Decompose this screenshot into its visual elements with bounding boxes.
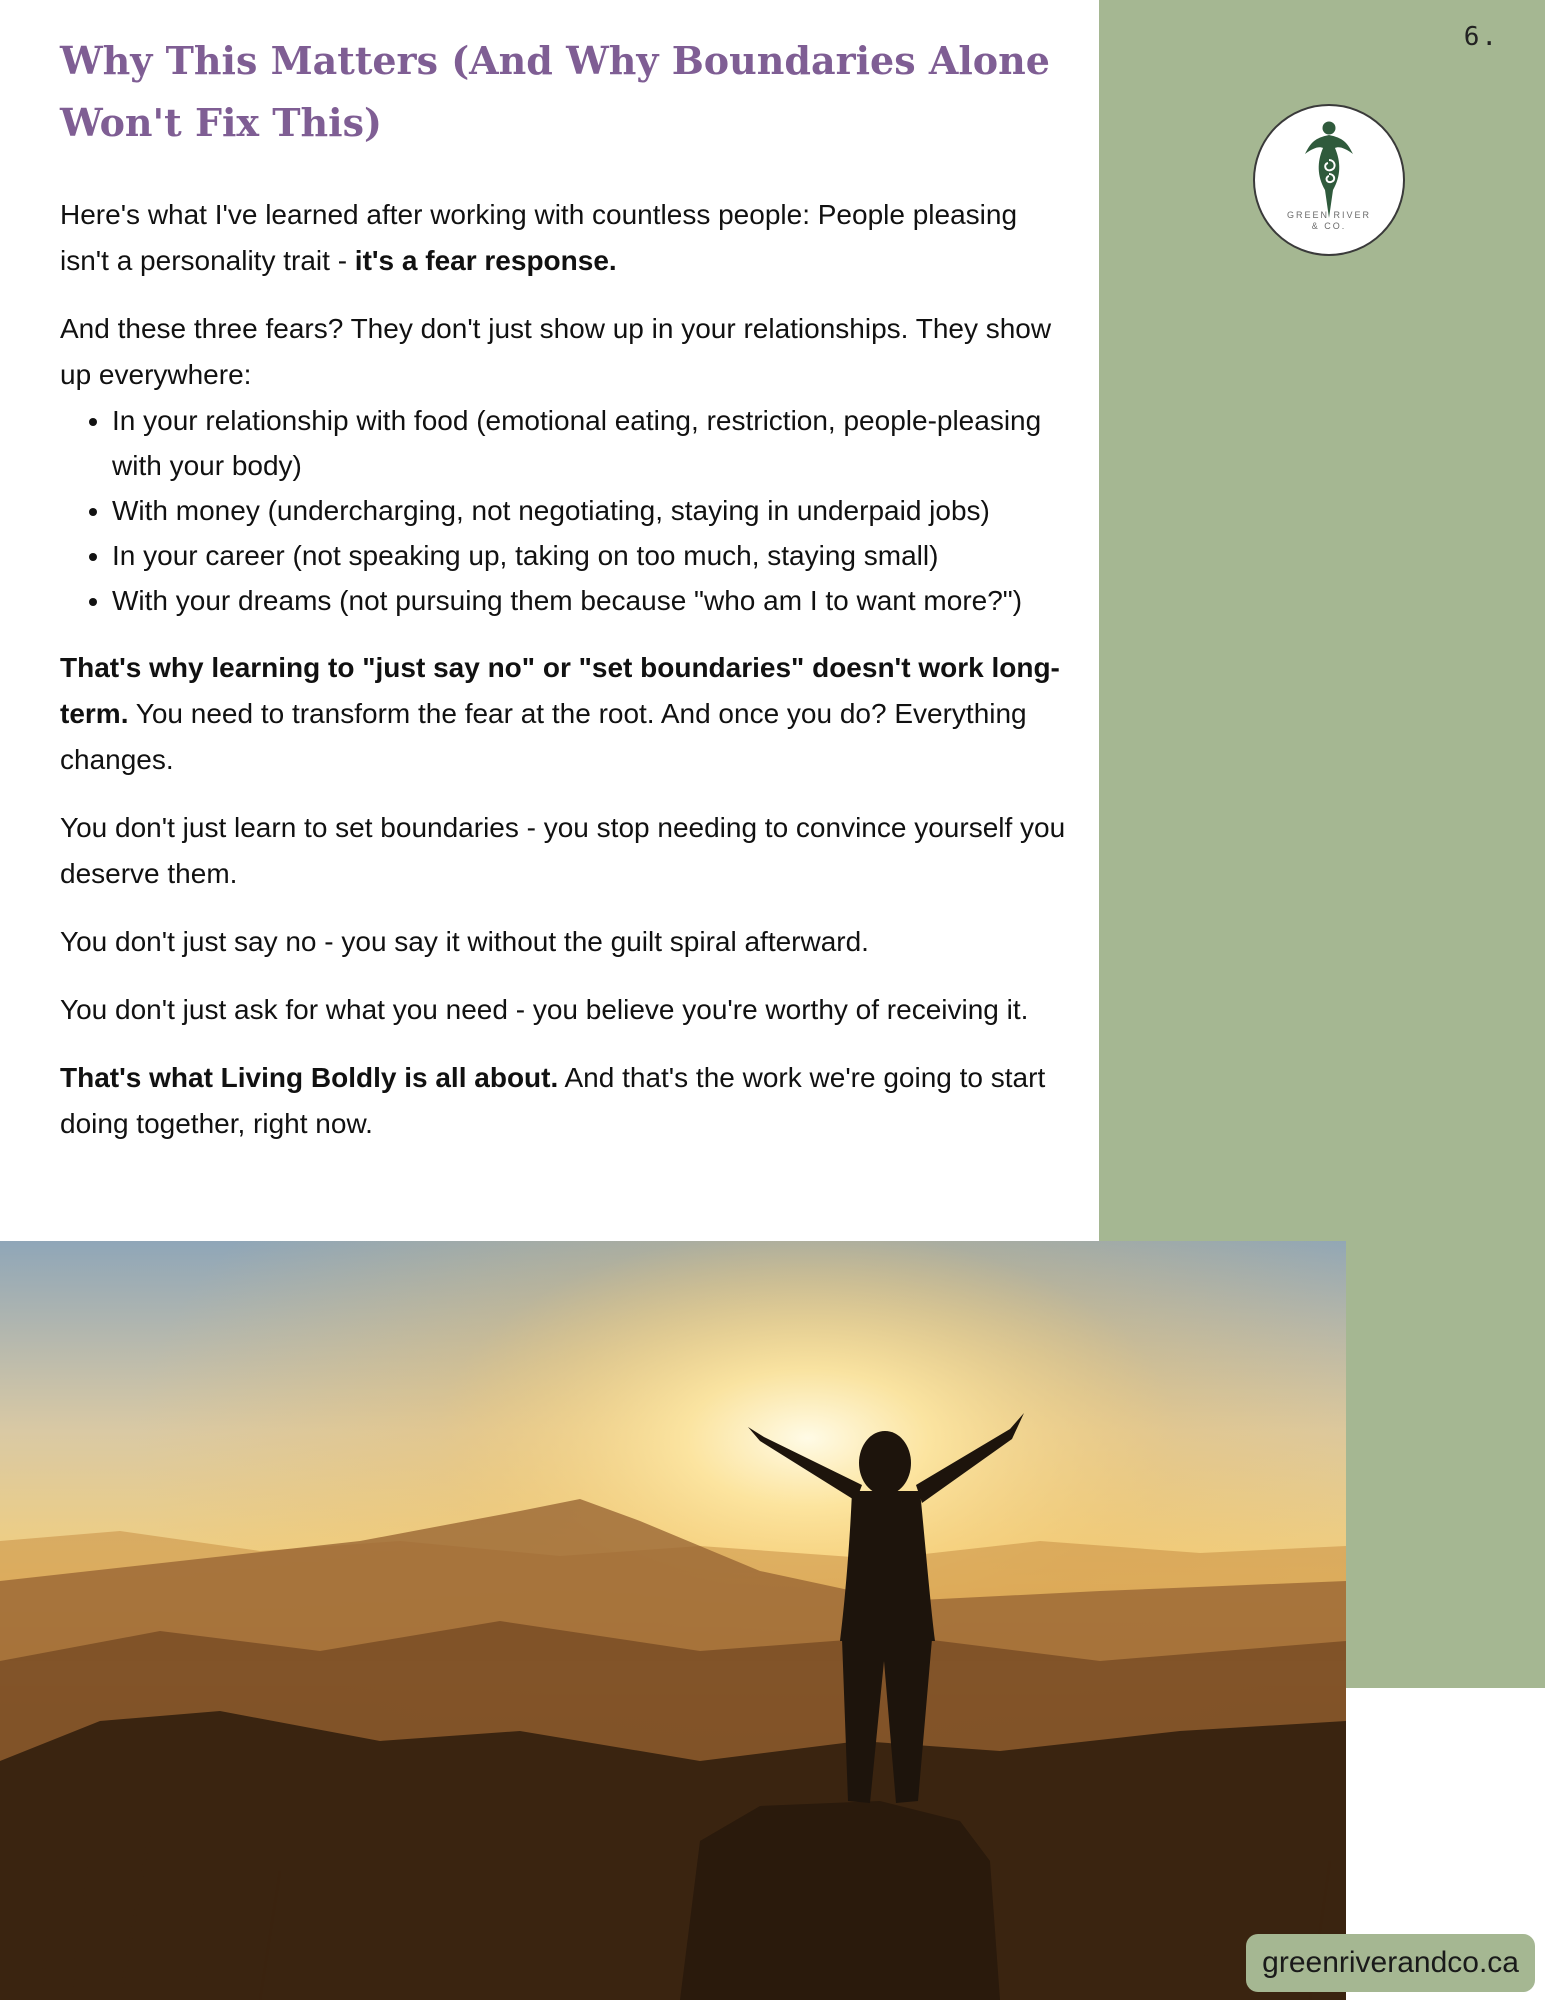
statement-ask: You don't just ask for what you need - you believe you're worthy of receiving it. [60, 994, 1029, 1025]
intro-text: Here's what I've learned after working with countless people: People pleasing isn't a personality trait - [60, 199, 1018, 276]
sunrise-illustration [0, 1241, 1346, 2000]
list-item: • With your dreams (not pursuing them because "who am I to want more?") [112, 578, 1070, 623]
logo-text-line1: GREEN RIVER [1286, 210, 1371, 220]
root-paragraph [60, 645, 1070, 783]
fears-list [60, 398, 1070, 623]
statement-say-no: You don't just say no - you say it without the guilt spiral afterward. [60, 926, 869, 957]
intro-paragraph [60, 192, 1070, 284]
list-item: • With money (undercharging, not negotiating, staying in underpaid jobs) [112, 488, 1070, 533]
root-text: You need to transform the fear at the root. And once you do? Everything changes. [60, 698, 1027, 775]
list-item: • In your relationship with food (emotional eating, restriction, people-pleasing with your body) [112, 398, 1070, 488]
root-emphasis: That's why learning to "just say no" or "set boundaries" doesn't work long-term. [60, 652, 1060, 729]
page-number: 6. [1463, 22, 1499, 52]
brand-logo [1253, 104, 1405, 256]
closing-paragraph [60, 1055, 1070, 1147]
list-item: • In your career (not speaking up, taking on too much, staying small) [112, 533, 1070, 578]
closing-text: And that's the work we're going to start doing together, right now. [60, 1062, 1046, 1139]
closing-emphasis: That's what Living Boldly is all about. [60, 1062, 559, 1093]
statement-boundaries: You don't just learn to set boundaries - you stop needing to convince yourself you deserve them. [60, 812, 1066, 889]
logo-text-line2: & CO. [1311, 221, 1347, 231]
sunrise-photo [0, 1241, 1346, 2000]
website-link[interactable]: greenriverandco.ca [1246, 1934, 1535, 1992]
intro-emphasis: it's a fear response. [354, 245, 617, 276]
page-title: Why This Matters (And Why Boundaries Alone Won't Fix This) [60, 38, 1050, 145]
main-content [60, 30, 1070, 1169]
fears-intro: And these three fears? They don't just show up in your relationships. They show up everywhere: [60, 313, 1052, 390]
